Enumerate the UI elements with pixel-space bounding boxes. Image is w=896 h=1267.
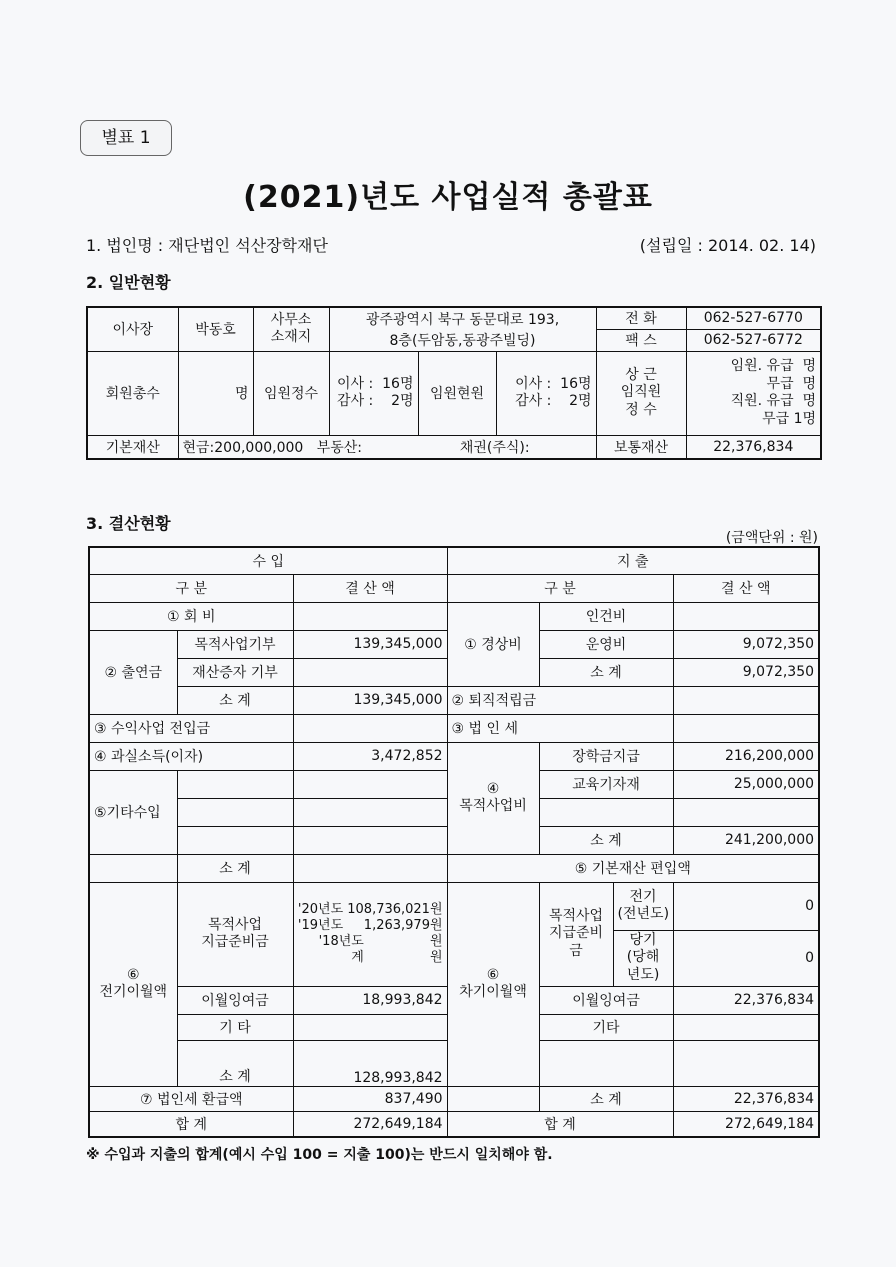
income-contrib: ② 출연금 (89, 630, 177, 714)
expense-carry-blank (539, 1040, 673, 1086)
members-value: 명 (178, 351, 253, 435)
income-purpose-donation-amount: 139,345,000 (293, 630, 447, 658)
income-interest-amount: 3,472,852 (293, 742, 447, 770)
income-asset-donation: 재산증자 기부 (177, 658, 293, 686)
expense-current-year: 당기 (당해 년도) (613, 930, 673, 986)
expense-scholarship: 장학금지급 (539, 742, 673, 770)
tel-value: 062-527-6770 (686, 307, 821, 329)
expense-total: 합 계 (447, 1111, 673, 1137)
expense-current-year-amount: 0 (673, 930, 819, 986)
expense-total-amount: 272,649,184 (673, 1111, 819, 1137)
income-fee: ① 회 비 (89, 602, 293, 630)
expense-carry: ⑥ 차기이월액 (447, 882, 539, 1086)
expense-amount-header: 결 산 액 (673, 574, 819, 602)
expense-carry-blank-amount (673, 1040, 819, 1086)
income-surplus: 이월잉여금 (177, 986, 293, 1014)
expense-purpose-subtotal: 소 계 (539, 826, 673, 854)
officer-quota-value: 이사 : 16명 감사 : 2명 (329, 351, 418, 435)
members-label: 회원총수 (87, 351, 178, 435)
expense-carry-subtotal-amount: 22,376,834 (673, 1086, 819, 1111)
income-other-item2-amount (293, 798, 447, 826)
income-header: 수 입 (89, 547, 447, 574)
expense-purpose-blank (539, 798, 673, 826)
staff-label: 상 근 임직원 정 수 (596, 351, 686, 435)
expense-prev-year: 전기 (전년도) (613, 882, 673, 930)
income-reserve-detail: '20년도 108,736,021원 '19년도 1,263,979원 '18년도 원 계 원 (293, 882, 447, 986)
expense-personnel-amount (673, 602, 819, 630)
income-interest: ④ 과실소득(이자) (89, 742, 293, 770)
income-other-subtotal: 소 계 (177, 854, 293, 882)
expense-gubun: 구 분 (447, 574, 673, 602)
income-profit-amount (293, 714, 447, 742)
section3-heading: 3. 결산현황 (86, 514, 171, 533)
expense-ops-subtotal: 소 계 (539, 658, 673, 686)
income-other-item3-amount (293, 826, 447, 854)
income-etc: 기 타 (177, 1014, 293, 1040)
expense-ops-subtotal-amount: 9,072,350 (673, 658, 819, 686)
expense-surplus: 이월잉여금 (539, 986, 673, 1014)
page-title: (2021)년도 사업실적 총괄표 (243, 180, 653, 215)
expense-header: 지 출 (447, 547, 819, 574)
income-other-item3 (177, 826, 293, 854)
expense-equipment: 교육기자재 (539, 770, 673, 798)
staff-value: 임원. 유급 명 무급 명 직원. 유급 명 무급 1명 (686, 351, 821, 435)
expense-purpose: ④ 목적사업비 (447, 742, 539, 854)
income-asset-donation-amount (293, 658, 447, 686)
income-other-sub-blank (89, 854, 177, 882)
income-other-item1-amount (293, 770, 447, 798)
income-other-subtotal-amount (293, 854, 447, 882)
address-label: 사무소 소재지 (253, 307, 329, 351)
footnote: ※ 수입과 지출의 합계(예시 수입 100 = 지출 100)는 반드시 일치해야 함. (86, 1147, 553, 1163)
expense-etc: 기타 (539, 1014, 673, 1040)
income-carry-subtotal: 소 계 (177, 1040, 293, 1086)
tel-label: 전 화 (596, 307, 686, 329)
income-etc-amount (293, 1014, 447, 1040)
income-profit: ③ 수익사업 전입금 (89, 714, 293, 742)
fax-label: 팩 스 (596, 329, 686, 351)
expense-retire: ② 퇴직적립금 (447, 686, 673, 714)
normal-asset-value: 22,376,834 (686, 435, 821, 459)
expense-etc-amount (673, 1014, 819, 1040)
income-total-amount: 272,649,184 (293, 1111, 447, 1137)
expense-operating: 운영비 (539, 630, 673, 658)
expense-retire-amount (673, 686, 819, 714)
officer-current-label: 임원현원 (418, 351, 496, 435)
settlement-table (88, 546, 820, 1138)
form-badge: 별표 1 (80, 120, 172, 156)
income-fee-amount (293, 602, 447, 630)
expense-tax-amount (673, 714, 819, 742)
income-other: ⑤기타수입 (89, 770, 177, 854)
expense-prev-year-amount: 0 (673, 882, 819, 930)
income-amount-header: 결 산 액 (293, 574, 447, 602)
income-other-item1 (177, 770, 293, 798)
ceo-name: 박동호 (178, 307, 253, 351)
income-other-item2 (177, 798, 293, 826)
address-line1: 광주광역시 북구 동문대로 193, (329, 307, 596, 329)
expense-equipment-amount: 25,000,000 (673, 770, 819, 798)
base-asset-value: 현금:200,000,000 부동산: 채권(주식): (178, 435, 596, 459)
expense-base-asset: ⑤ 기본재산 편입액 (447, 854, 819, 882)
general-status-table (86, 306, 822, 460)
expense-sub-blank (447, 1086, 539, 1111)
expense-personnel: 인건비 (539, 602, 673, 630)
base-asset-label: 기본재산 (87, 435, 178, 459)
amount-unit: (금액단위 : 원) (725, 530, 818, 546)
income-purpose-donation: 목적사업기부 (177, 630, 293, 658)
income-tax-refund-amount: 837,490 (293, 1086, 447, 1111)
income-reserve: 목적사업 지급준비금 (177, 882, 293, 986)
officer-current-value: 이사 : 16명 감사 : 2명 (496, 351, 596, 435)
income-carry: ⑥ 전기이월액 (89, 882, 177, 1086)
established-date: (설립일 : 2014. 02. 14) (639, 236, 816, 255)
corp-name-line: 1. 법인명 : 재단법인 석산장학재단 (86, 236, 328, 255)
income-surplus-amount: 18,993,842 (293, 986, 447, 1014)
expense-ops: ① 경상비 (447, 602, 539, 686)
section2-heading: 2. 일반현황 (86, 273, 171, 292)
income-contrib-subtotal: 소 계 (177, 686, 293, 714)
expense-surplus-amount: 22,376,834 (673, 986, 819, 1014)
income-contrib-subtotal-amount: 139,345,000 (293, 686, 447, 714)
expense-tax: ③ 법 인 세 (447, 714, 673, 742)
income-carry-subtotal-amount: 128,993,842 (293, 1040, 447, 1086)
expense-purpose-subtotal-amount: 241,200,000 (673, 826, 819, 854)
income-total: 합 계 (89, 1111, 293, 1137)
officer-quota-label: 임원정수 (253, 351, 329, 435)
expense-scholarship-amount: 216,200,000 (673, 742, 819, 770)
income-gubun: 구 분 (89, 574, 293, 602)
expense-reserve: 목적사업 지급준비 금 (539, 882, 613, 986)
normal-asset-label: 보통재산 (596, 435, 686, 459)
expense-operating-amount: 9,072,350 (673, 630, 819, 658)
income-tax-refund: ⑦ 법인세 환급액 (89, 1086, 293, 1111)
fax-value: 062-527-6772 (686, 329, 821, 351)
ceo-label: 이사장 (87, 307, 178, 351)
expense-purpose-blank-amount (673, 798, 819, 826)
address-line2: 8층(두암동,동광주빌딩) (329, 329, 596, 351)
expense-carry-subtotal: 소 계 (539, 1086, 673, 1111)
